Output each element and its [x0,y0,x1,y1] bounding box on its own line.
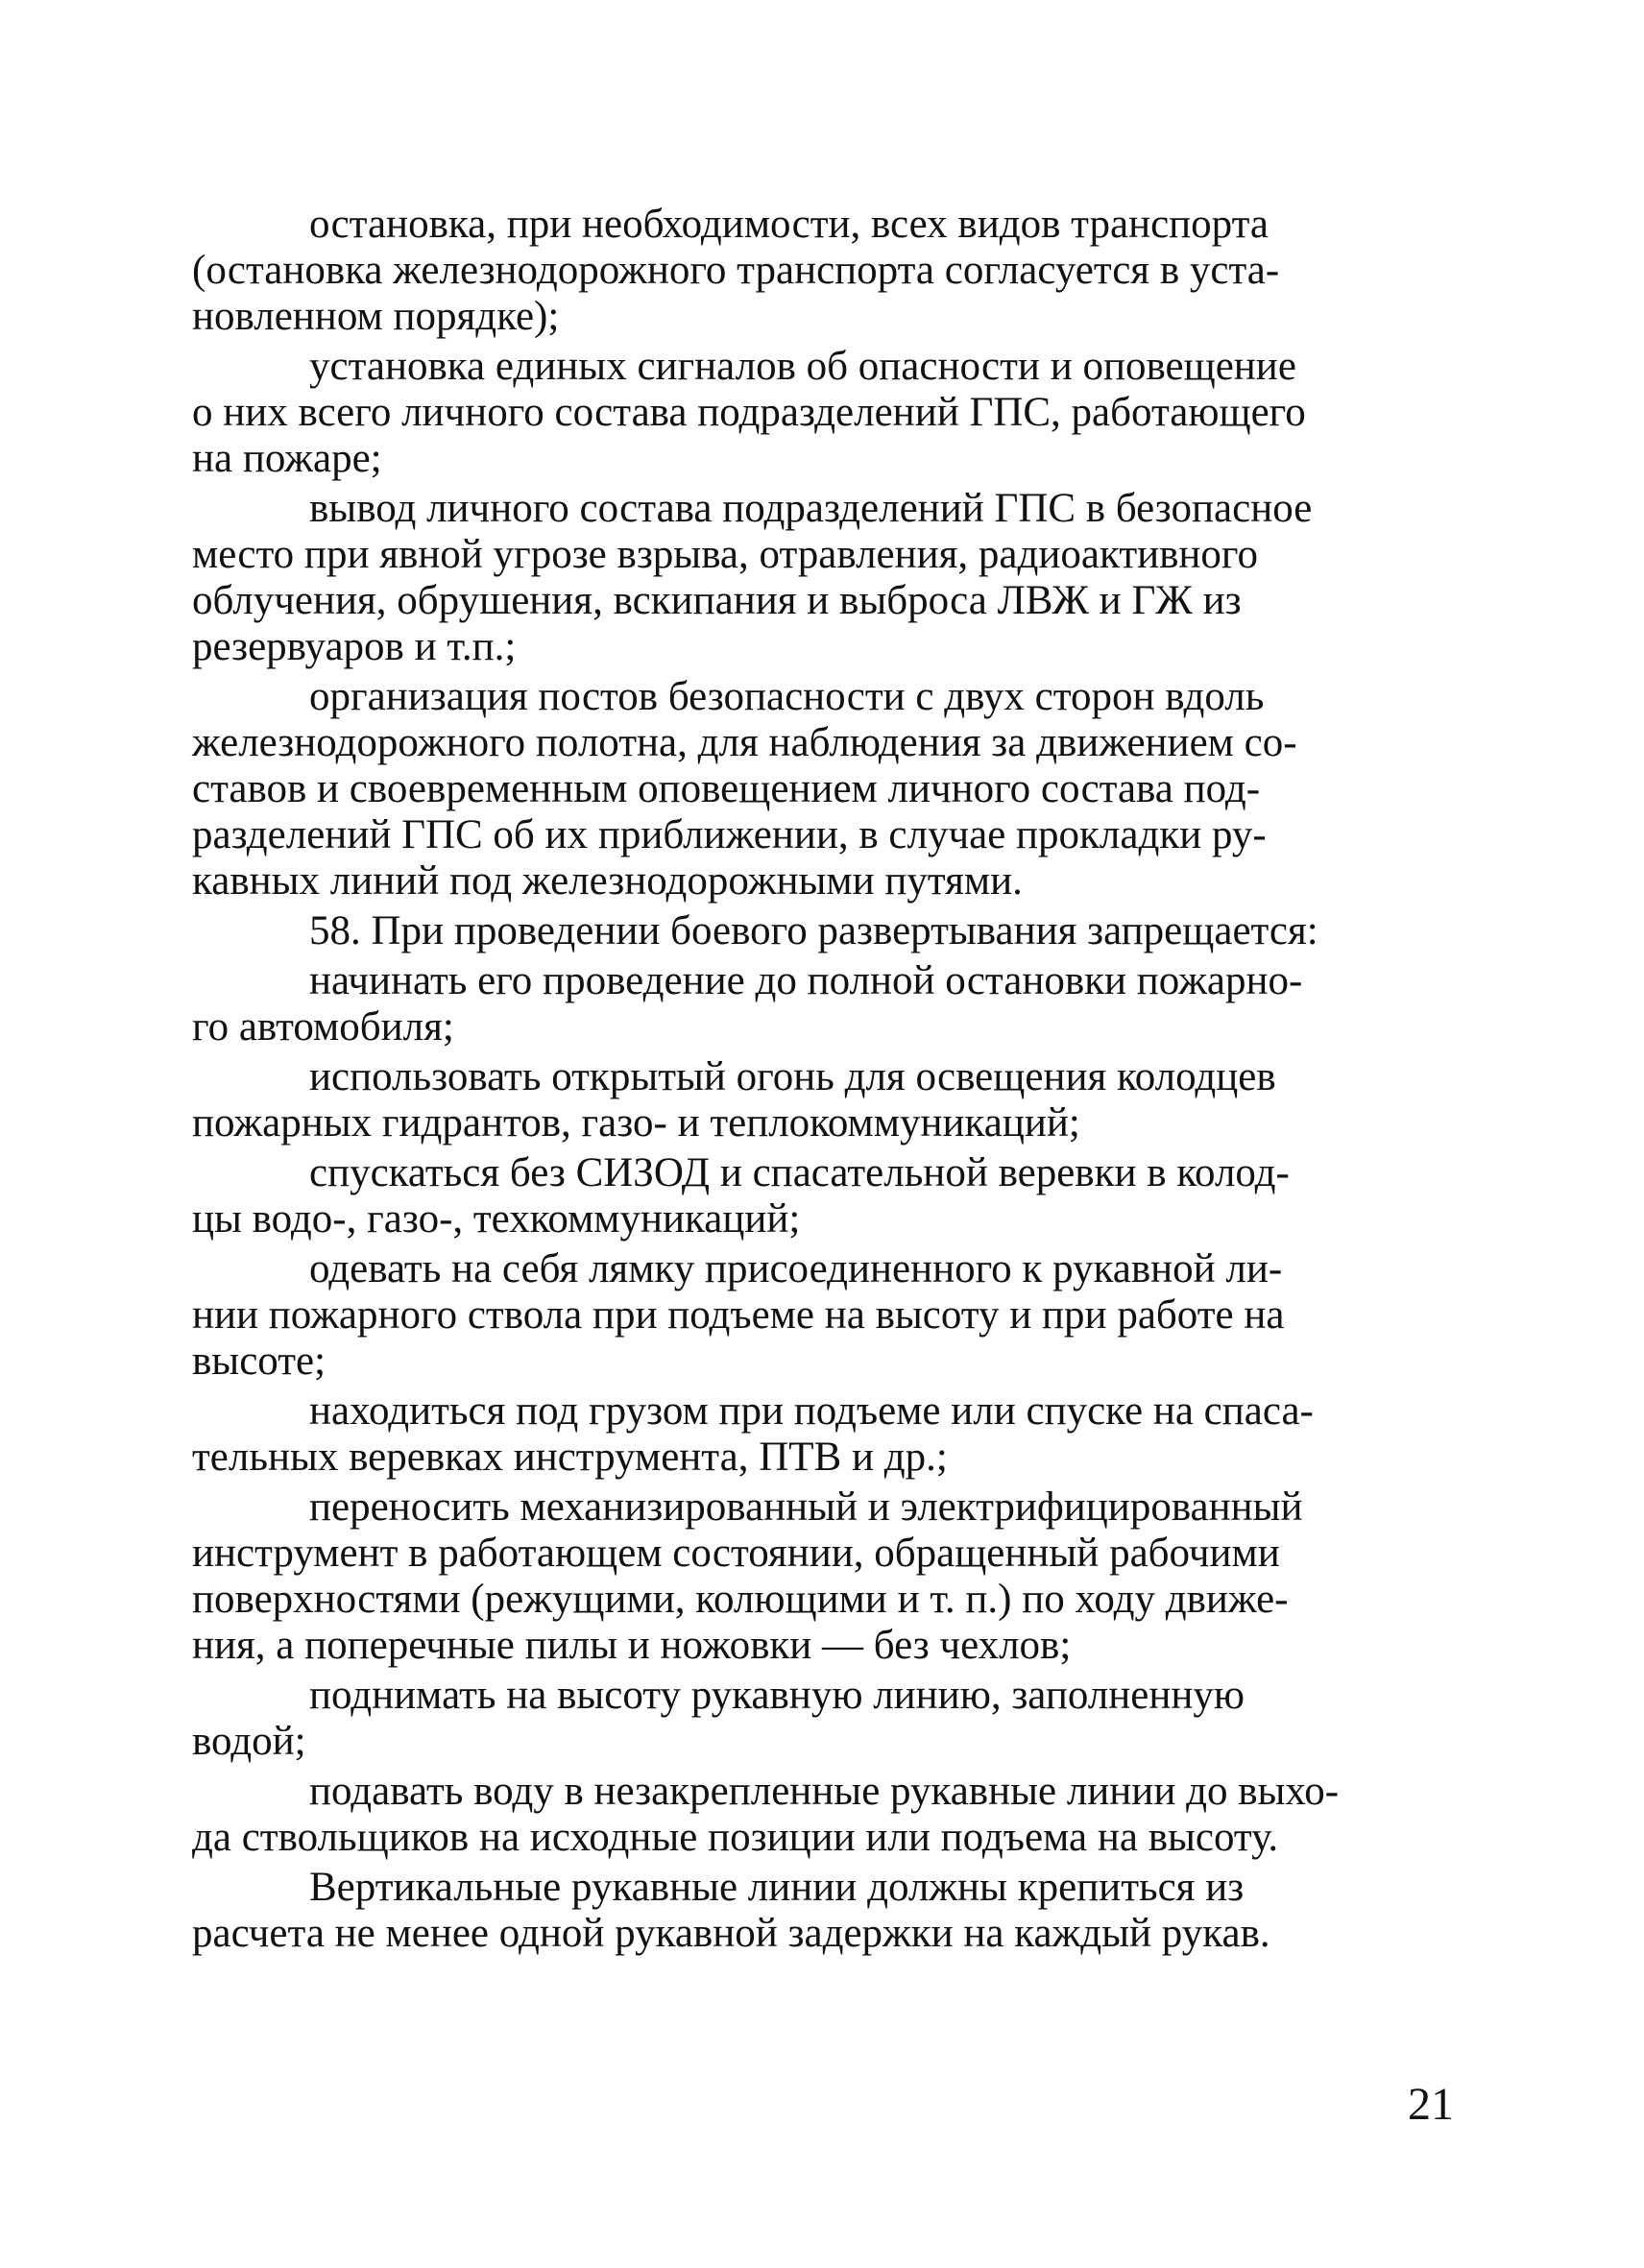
page-body-text [192,202,1450,1961]
paragraph-nozzle-strap: одевать на себя лямку присоединенного к рукавной ли- нии пожарного ствола при подъеме на высоту и при работе на высоте; [192,1246,1285,1384]
paragraph-vehicle-stop: начинать его проведение до полной остановки пожарно- го автомобиля; [192,958,1303,1050]
paragraph-wells-descent: спускаться без СИЗОД и спасательной веревки в колод- цы водо-, газо-, техкоммуникаций; [192,1150,1290,1242]
paragraph-vertical-lines: Вертикальные рукавные линии должны крепиться из расчета не менее одной рукавной задержки на каждый рукав. [192,1865,1270,1956]
page-number: 21 [1408,2079,1454,2130]
paragraph-open-fire: использовать открытый огонь для освещения колодцев пожарных гидрантов, газо- и теплокоммуникаций; [192,1054,1276,1146]
paragraph-lift-hose: поднимать на высоту рукавную линию, заполненную водой; [192,1673,1245,1764]
paragraph-under-load: находиться под грузом при подъеме или спуске на спаса- тельных веревках инструмента, ПТВ и др.; [192,1388,1314,1480]
paragraph-supply-water: подавать воду в незакрепленные рукавные линии до выхо- да ствольщиков на исходные позиции или подъема на высоту. [192,1769,1340,1860]
paragraph-evacuate-personnel: вывод личного состава подразделений ГПС в безопасное место при явной угрозе взрыва, отравления, радиоактивного облучения, обрушения, вскипания и выброса ЛВЖ и ГЖ из резервуаров и т.п.; [192,486,1313,669]
paragraph-stop-transport: остановка, при необходимости, всех видов транспорта (остановка железнодорожного транспорта согласуется в уста- новленном порядке); [192,202,1280,339]
paragraph-safety-posts: организация постов безопасности с двух сторон вдоль железнодорожного полотна, для наблюдения за движением со- ставов и своевременным оповещением личного состава под- разделений ГПС об их приближении, в случае прокладки ру- кавных линий под железнодорожными путями. [192,674,1297,904]
paragraph-carry-tools: переносить механизированный и электрифицированный инструмент в работающем состоянии, обращенный рабочими поверхностями (режущими, колющими и т. п.) по ходу движе- ния, а поперечные пилы и ножовки — без чехлов; [192,1484,1303,1668]
paragraph-section-58: 58. При проведении боевого развертывания запрещается: [309,908,1318,953]
paragraph-danger-signals: установка единых сигналов об опасности и оповещение о них всего личного состава подразделений ГПС, работающего на пожаре; [192,344,1306,481]
